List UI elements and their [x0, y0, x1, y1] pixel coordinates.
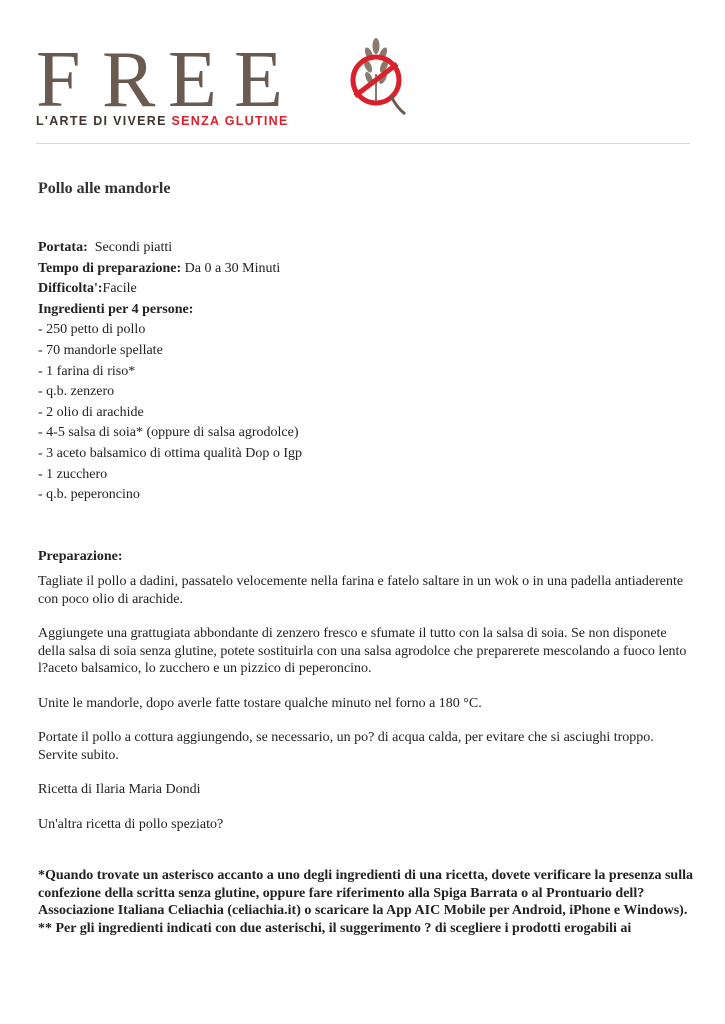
ingredient-item: - 1 farina di riso* [38, 363, 136, 379]
tagline-main: L'ARTE DI VIVERE [36, 114, 172, 128]
ingredients-heading [38, 300, 688, 321]
difficulty-label: Difficolta': [38, 281, 103, 297]
ingredient-item: - 70 mandorle spellate [38, 342, 163, 358]
preparation-paragraph: Tagliate il pollo a dadini, passatelo velocemente nella farina e fatelo saltare in un wok o in una padella antiaderente con poco olio di arachide. [38, 574, 684, 607]
time-value: Da 0 a 30 Minuti [184, 260, 281, 276]
header-divider [36, 143, 690, 144]
logo-letter: E [168, 36, 217, 124]
recipe-meta [38, 238, 688, 506]
ingredient-item: - 2 olio di arachide [38, 404, 144, 420]
preparation-heading: Preparazione: [38, 549, 123, 564]
free-logo [36, 34, 416, 134]
logo-letter: F [36, 36, 81, 124]
course-label: Portata: [38, 240, 88, 255]
ingredient-item: - 250 petto di pollo [38, 322, 146, 338]
difficulty-value: Facile [102, 281, 137, 297]
asterisk-note: *Quando trovate un asterisco accanto a uno degli ingredienti di una ricetta, dovete verificare la presenza sulla confezione della scritta senza glutine, oppure fare riferimento alla Spiga Barrata o al Prontuario dell?Associazione Italiana Celiachia (celiachia.it) o scaricare la App AIC Mobile per Android, iPhone e Windows). [38, 868, 693, 918]
ingredient-item: - q.b. zenzero [38, 384, 115, 400]
course-row [38, 238, 688, 259]
time-label: Tempo di preparazione: [38, 260, 182, 276]
preparation-body [38, 573, 693, 850]
ingredient-item: - 4-5 salsa di soia* (oppure di salsa agrodolce) [38, 425, 299, 441]
time-row [38, 259, 688, 280]
ingredient-item: - q.b. peperoncino [38, 487, 140, 503]
gluten-notes [38, 867, 693, 937]
ingredients-label: Ingredienti per 4 persone: [38, 301, 194, 317]
course-value: Secondi piatti [94, 240, 173, 255]
logo-letter: R [102, 36, 156, 124]
preparation-paragraph: Aggiungete una grattugiata abbondante di zenzero fresco e sfumate il tutto con la salsa di soia. Se non disponete della salsa di soia senza glutine, potete sostituirla con una salsa agrodolce che preparerete mescolando a fuoco lento l?aceto balsamico, lo zucchero e un pizzico di peperoncino. [38, 626, 687, 676]
ingredient-item: - 3 aceto balsamico di ottima qualità Dop o Igp [38, 445, 302, 461]
ingredient-item: - 1 zucchero [38, 466, 108, 482]
recipe-author: Ricetta di Ilaria Maria Dondi [38, 782, 201, 797]
logo-tagline [36, 114, 289, 128]
double-asterisk-note: ** Per gli ingredienti indicati con due asterischi, il suggerimento ? di scegliere i prodotti erogabili ai [38, 920, 632, 936]
recipe-title: Pollo alle mandorle [38, 180, 171, 197]
preparation-paragraph: Portate il pollo a cottura aggiungendo, se necessario, un po? di acqua calda, per evitare che si asciughi troppo. Servite subito. [38, 730, 654, 763]
logo-letter: E [234, 36, 283, 124]
no-gluten-badge-icon [341, 34, 411, 120]
difficulty-row [38, 279, 688, 300]
related-recipe-link[interactable]: Un'altra ricetta di pollo speziato? [38, 816, 224, 832]
preparation-paragraph: Unite le mandorle, dopo averle fatte tostare qualche minuto nel forno a 180 °C. [38, 695, 482, 711]
tagline-accent: SENZA GLUTINE [171, 114, 289, 128]
